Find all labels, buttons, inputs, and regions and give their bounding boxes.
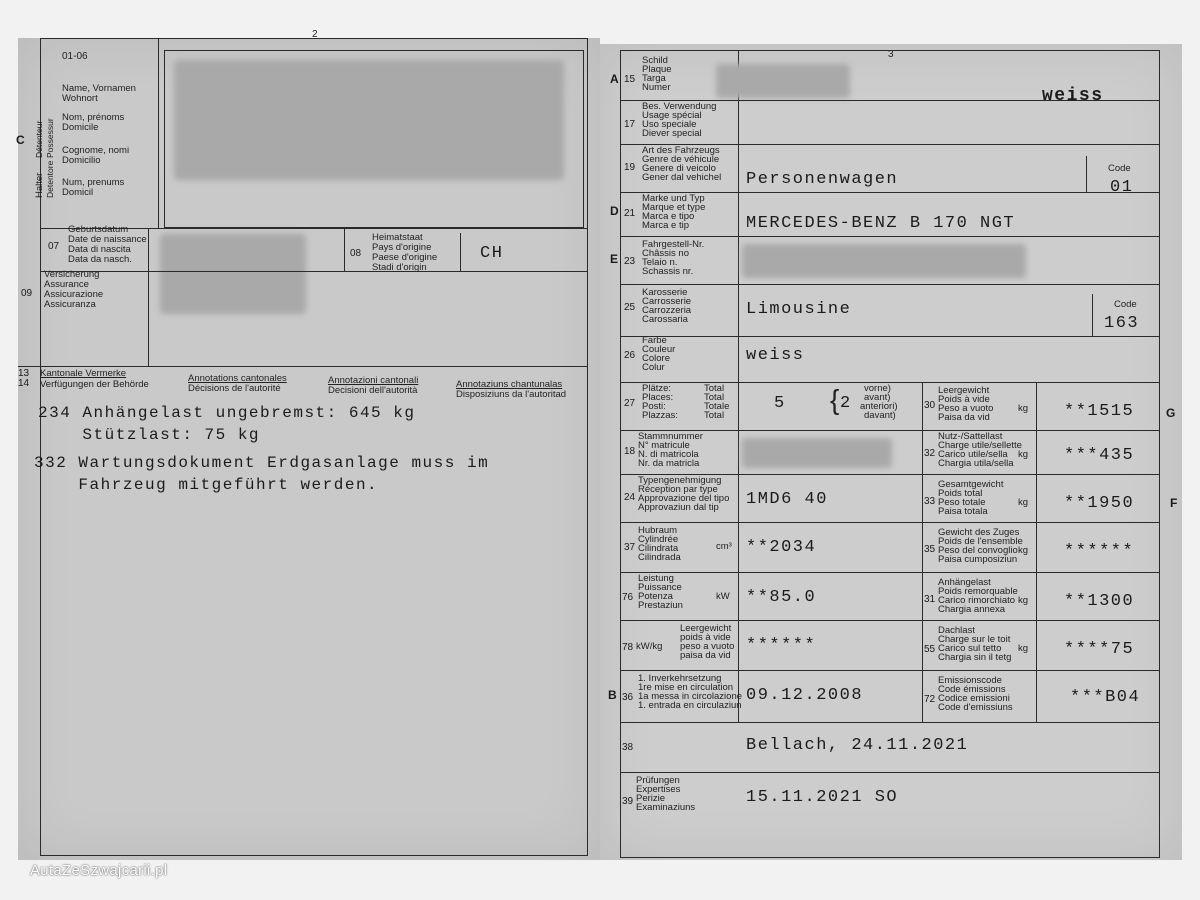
displacement-value: **2034 bbox=[746, 538, 817, 557]
birth-redacted bbox=[160, 234, 306, 314]
trailer-value: **1300 bbox=[1064, 592, 1135, 611]
power-num: 76 bbox=[622, 592, 634, 603]
seats-front-it: anteriori) bbox=[860, 401, 898, 412]
usage-num: 17 bbox=[624, 119, 636, 130]
total-weight-unit: kg bbox=[1018, 497, 1029, 508]
empty-weight-rm: Paisa da vid bbox=[938, 412, 990, 423]
kwkg-rm: paisa da vid bbox=[680, 650, 731, 661]
power-value: **85.0 bbox=[746, 588, 817, 607]
make-num: 21 bbox=[624, 208, 636, 219]
inspection-fr: Expertises bbox=[636, 784, 681, 795]
roof-value: ****75 bbox=[1064, 640, 1135, 659]
origin-label-it: Paese d'origine bbox=[372, 252, 438, 263]
body-code-value: 163 bbox=[1104, 314, 1140, 333]
usage-label-it: Uso speciale bbox=[642, 119, 697, 130]
approval-rm: Approvaziun dal tip bbox=[638, 502, 719, 513]
seats-num: 27 bbox=[624, 398, 636, 409]
insurance-label-de: Versicherung bbox=[44, 269, 100, 280]
chassis-label-it: Telaio n. bbox=[642, 257, 678, 268]
color-label-it: Colore bbox=[642, 353, 670, 364]
trailer-num: 31 bbox=[924, 594, 936, 605]
trailer-rm: Chargia annexa bbox=[938, 604, 1006, 615]
kwkg-it: peso a vuoto bbox=[680, 641, 735, 652]
reg-no-redacted bbox=[742, 438, 892, 468]
emission-num: 72 bbox=[924, 694, 936, 705]
train-weight-value: ****** bbox=[1064, 542, 1135, 561]
kwkg-num: 78 bbox=[622, 642, 634, 653]
first-reg-num: 36 bbox=[622, 692, 634, 703]
seats-total-value: 5 bbox=[774, 394, 786, 413]
holder-label-fr2: Domicile bbox=[62, 122, 99, 133]
body-value: Limousine bbox=[746, 300, 852, 319]
holder-code: 01-06 bbox=[62, 51, 88, 62]
remarks-de2: Verfügungen der Behörde bbox=[40, 379, 149, 390]
displacement-de: Hubraum bbox=[638, 525, 678, 536]
body-label-rm: Carossaria bbox=[642, 314, 688, 325]
remarks-it2: Decisioni dell'autorità bbox=[328, 385, 418, 396]
letter-f: F bbox=[1170, 496, 1178, 510]
payload-value: ***435 bbox=[1064, 446, 1135, 465]
empty-weight-value: **1515 bbox=[1064, 402, 1135, 421]
type-label-rm: Gener dal vehichel bbox=[642, 172, 722, 183]
holder-label-it1: Cognome, nomi bbox=[62, 145, 130, 156]
train-weight-num: 35 bbox=[924, 544, 936, 555]
birth-label-de: Geburtsdatum bbox=[68, 224, 129, 235]
usage-label-rm: Diever special bbox=[642, 128, 702, 139]
approval-num: 24 bbox=[624, 492, 636, 503]
first-reg-rm: 1. entrada en circulaziun bbox=[638, 700, 742, 711]
power-rm: Prestaziun bbox=[638, 600, 683, 611]
color-label-rm: Colur bbox=[642, 362, 665, 373]
reg-no-rm: Nr. da matricla bbox=[638, 458, 700, 469]
origin-value: CH bbox=[480, 244, 504, 263]
inspection-rm: Examinaziuns bbox=[636, 802, 696, 813]
seats-total-rm: Total bbox=[704, 410, 725, 421]
train-weight-it: Peso del convoglio bbox=[938, 545, 1018, 556]
payload-rm: Chargia utila/sella bbox=[938, 458, 1014, 469]
reg-no-it: N. di matricola bbox=[638, 449, 699, 460]
power-de: Leistung bbox=[638, 573, 674, 584]
inspection-it: Perizie bbox=[636, 793, 666, 804]
first-reg-value: 09.12.2008 bbox=[746, 686, 864, 705]
holder-label-it2: Domicilio bbox=[62, 155, 101, 166]
vehicle-type-value: Personenwagen bbox=[746, 170, 899, 189]
remarks-num1: 13 bbox=[18, 368, 30, 379]
inspection-value: 15.11.2021 SO bbox=[746, 788, 899, 807]
total-weight-fr: Poids total bbox=[938, 488, 983, 499]
chassis-label-rm: Schassis nr. bbox=[642, 266, 694, 277]
origin-num: 08 bbox=[350, 248, 362, 259]
type-num: 19 bbox=[624, 162, 636, 173]
roof-num: 55 bbox=[924, 644, 936, 655]
origin-label-rm: Stadi d'origin bbox=[372, 262, 427, 273]
body-label-it: Carrozzeria bbox=[642, 305, 692, 316]
power-fr: Puissance bbox=[638, 582, 682, 593]
birth-label-fr: Date de naissance bbox=[68, 234, 147, 245]
empty-weight-unit: kg bbox=[1018, 403, 1029, 414]
letter-e: E bbox=[610, 252, 619, 266]
origin-label-fr: Pays d'origine bbox=[372, 242, 432, 253]
color-value: weiss bbox=[746, 346, 805, 365]
inspection-de: Prüfungen bbox=[636, 775, 680, 786]
insurance-label-it: Assicurazione bbox=[44, 289, 104, 300]
holder-label-rm1: Num, prenums bbox=[62, 177, 125, 188]
roof-fr: Charge sur le toit bbox=[938, 634, 1011, 645]
emission-de: Emissionscode bbox=[938, 675, 1002, 686]
page-number-left: 2 bbox=[312, 29, 318, 40]
make-label-fr: Marque et type bbox=[642, 202, 706, 213]
emission-value: ***B04 bbox=[1070, 688, 1141, 707]
usage-label-de: Bes. Verwendung bbox=[642, 101, 717, 112]
first-reg-it: 1a messa in circolazione bbox=[638, 691, 743, 702]
note-line-3: 332 Wartungsdokument Erdgasanlage muss im bbox=[34, 454, 490, 472]
total-weight-value: **1950 bbox=[1064, 494, 1135, 513]
power-unit: kW bbox=[716, 591, 730, 602]
train-weight-fr: Poids de l'ensemble bbox=[938, 536, 1023, 547]
vertical-label-detenteur: Détenteur bbox=[34, 120, 44, 158]
origin-label-de: Heimatstaat bbox=[372, 232, 423, 243]
total-weight-de: Gesamtgewicht bbox=[938, 479, 1004, 490]
roof-de: Dachlast bbox=[938, 625, 975, 636]
payload-de: Nutz-/Sattellast bbox=[938, 431, 1003, 442]
remarks-rm1: Annotaziuns chantunalas bbox=[456, 379, 563, 390]
seats-brace: { bbox=[830, 384, 840, 415]
letter-a: A bbox=[610, 72, 619, 86]
reg-no-num: 18 bbox=[624, 446, 636, 457]
seats-front-fr: avant) bbox=[864, 392, 891, 403]
color-num: 26 bbox=[624, 350, 636, 361]
first-reg-de: 1. Inverkehrsetzung bbox=[638, 673, 722, 684]
vertical-label-halter: Halter bbox=[34, 172, 45, 198]
total-weight-rm: Paisa totala bbox=[938, 506, 988, 517]
seats-label-rm: Plazzas: bbox=[642, 410, 678, 421]
watermark: AutaZeSzwajcarii.pl bbox=[30, 862, 168, 879]
remarks-num2: 14 bbox=[18, 378, 30, 389]
emission-it: Codice emissioni bbox=[938, 693, 1010, 704]
payload-num: 32 bbox=[924, 448, 936, 459]
holder-label-fr1: Nom, prénoms bbox=[62, 112, 125, 123]
kwkg-prefix: kW/kg bbox=[636, 641, 663, 652]
note-line-4: Fahrzeug mitgeführt werden. bbox=[34, 476, 379, 494]
insurance-num: 09 bbox=[21, 288, 33, 299]
total-weight-it: Peso totale bbox=[938, 497, 986, 508]
birth-label-rm: Data da nasch. bbox=[68, 254, 132, 265]
remarks-de1: Kantonale Vermerke bbox=[40, 368, 127, 379]
body-label-de: Karosserie bbox=[642, 287, 688, 298]
chassis-label-fr: Châssis no bbox=[642, 248, 689, 259]
empty-weight-num: 30 bbox=[924, 400, 936, 411]
first-reg-fr: 1re mise en circulation bbox=[638, 682, 734, 693]
total-weight-num: 33 bbox=[924, 496, 936, 507]
remarks-fr1: Annotations cantonales bbox=[188, 373, 287, 384]
type-label-it: Genere di veicolo bbox=[642, 163, 716, 174]
roof-rm: Chargia sin il tetg bbox=[938, 652, 1012, 663]
reg-no-fr: N° matricule bbox=[638, 440, 690, 451]
train-weight-rm: Paisa cumposiziun bbox=[938, 554, 1018, 565]
train-weight-unit: kg bbox=[1018, 545, 1029, 556]
type-label-de: Art des Fahrzeugs bbox=[642, 145, 720, 156]
displacement-num: 37 bbox=[624, 542, 636, 553]
color-label-fr: Couleur bbox=[642, 344, 676, 355]
make-label-rm: Marca e tip bbox=[642, 220, 689, 231]
approval-fr: Réception par type bbox=[638, 484, 718, 495]
empty-weight-it: Peso a vuoto bbox=[938, 403, 994, 414]
holder-label-de1: Name, Vornamen bbox=[62, 83, 136, 94]
seats-label-de: Plätze: bbox=[642, 383, 672, 394]
trailer-de: Anhängelast bbox=[938, 577, 991, 588]
vertical-label-possessur: Possessur bbox=[45, 118, 55, 158]
plate-label-rm: Numer bbox=[642, 82, 671, 93]
type-label-fr: Genre de véhicule bbox=[642, 154, 720, 165]
power-it: Potenza bbox=[638, 591, 673, 602]
page-number-right: 3 bbox=[888, 49, 894, 60]
holder-label-de2: Wohnort bbox=[62, 93, 98, 104]
empty-weight-de: Leergewicht bbox=[938, 385, 990, 396]
body-num: 25 bbox=[624, 302, 636, 313]
seats-total-it: Totale bbox=[704, 401, 730, 412]
seats-label-it: Posti: bbox=[642, 401, 666, 412]
plate-redacted bbox=[716, 64, 850, 98]
chassis-num: 23 bbox=[624, 256, 636, 267]
roof-it: Carico sul tetto bbox=[938, 643, 1002, 654]
displacement-unit: cm³ bbox=[716, 541, 732, 552]
make-value: MERCEDES-BENZ B 170 NGT bbox=[746, 214, 1016, 233]
inspection-num: 39 bbox=[622, 796, 634, 807]
seats-front-value: 2 bbox=[840, 394, 852, 413]
kwkg-fr: poids à vide bbox=[680, 632, 731, 643]
body-label-fr: Carrosserie bbox=[642, 296, 692, 307]
insurance-label-fr: Assurance bbox=[44, 279, 89, 290]
seats-front-de: vorne) bbox=[864, 383, 891, 394]
insurance-label-rm: Assicuranza bbox=[44, 299, 96, 310]
empty-weight-fr: Poids à vide bbox=[938, 394, 990, 405]
approval-value: 1MD6 40 bbox=[746, 490, 828, 509]
trailer-fr: Poids remorquable bbox=[938, 586, 1018, 597]
letter-b: B bbox=[608, 688, 617, 702]
note-line-2: Stützlast: 75 kg bbox=[38, 426, 261, 444]
birth-label-it: Data di nascita bbox=[68, 244, 131, 255]
color-label-de: Farbe bbox=[642, 335, 667, 346]
section-letter-c: C bbox=[16, 133, 25, 147]
seats-total-de: Total bbox=[704, 383, 725, 394]
displacement-fr: Cylindrée bbox=[638, 534, 679, 545]
kwkg-value: ****** bbox=[746, 636, 817, 655]
plate-value: weiss bbox=[1042, 86, 1104, 106]
letter-d: D bbox=[610, 204, 619, 218]
remarks-rm2: Disposiziuns da l'autoritad bbox=[456, 389, 567, 400]
right-page bbox=[600, 44, 1182, 860]
birth-num: 07 bbox=[48, 241, 60, 252]
approval-it: Approvazione del tipo bbox=[638, 493, 730, 504]
body-code-label: Code bbox=[1114, 299, 1137, 310]
emission-fr: Code émissions bbox=[938, 684, 1006, 695]
emission-rm: Code d'emissiuns bbox=[938, 702, 1013, 713]
plate-label-de: Schild bbox=[642, 55, 668, 66]
note-line-1: 234 Anhängelast ungebremst: 645 kg bbox=[38, 404, 416, 422]
roof-unit: kg bbox=[1018, 643, 1029, 654]
payload-unit: kg bbox=[1018, 449, 1029, 460]
plate-label-fr: Plaque bbox=[642, 64, 672, 75]
seats-total-fr: Total bbox=[704, 392, 725, 403]
holder-redacted bbox=[174, 60, 564, 180]
train-weight-de: Gewicht des Zuges bbox=[938, 527, 1020, 538]
remarks-it1: Annotazioni cantonali bbox=[328, 375, 419, 386]
place-date-value: Bellach, 24.11.2021 bbox=[746, 736, 969, 755]
make-label-it: Marca e tipo bbox=[642, 211, 695, 222]
plate-num: 15 bbox=[624, 74, 636, 85]
chassis-label-de: Fahrgestell-Nr. bbox=[642, 239, 705, 250]
reg-no-de: Stammnummer bbox=[638, 431, 703, 442]
remarks-fr2: Décisions de l'autorité bbox=[188, 383, 281, 394]
trailer-unit: kg bbox=[1018, 595, 1029, 606]
displacement-rm: Cilindrada bbox=[638, 552, 681, 563]
letter-g: G bbox=[1166, 406, 1176, 420]
holder-label-rm2: Domicil bbox=[62, 187, 94, 198]
chassis-redacted bbox=[742, 244, 1026, 278]
seats-label-fr: Places: bbox=[642, 392, 674, 403]
kwkg-de: Leergewicht bbox=[680, 623, 732, 634]
trailer-it: Carico rimorchiato bbox=[938, 595, 1016, 606]
payload-fr: Charge utile/sellette bbox=[938, 440, 1022, 451]
payload-it: Carico utile/sella bbox=[938, 449, 1008, 460]
displacement-it: Cilindrata bbox=[638, 543, 679, 554]
usage-label-fr: Usage spécial bbox=[642, 110, 702, 121]
approval-de: Typengenehmigung bbox=[638, 475, 722, 486]
type-code-label: Code bbox=[1108, 163, 1131, 174]
left-page bbox=[16, 29, 600, 860]
place-date-num: 38 bbox=[622, 742, 634, 753]
vertical-label-detentore: Detentore bbox=[45, 160, 55, 198]
type-code-value: 01 bbox=[1110, 178, 1134, 197]
seats-front-rm: davant) bbox=[864, 410, 896, 421]
make-label-de: Marke und Typ bbox=[642, 193, 705, 204]
plate-label-it: Targa bbox=[642, 73, 666, 84]
